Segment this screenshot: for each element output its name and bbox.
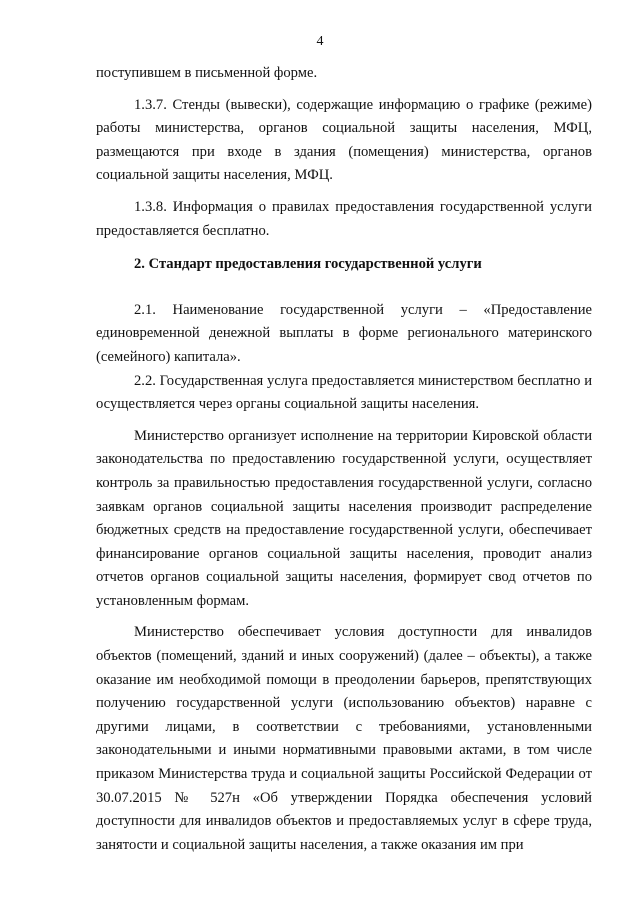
paragraph-continuation: поступившем в письменной форме. [96,65,318,81]
paragraph-1-3-7: 1.3.7. Стенды (вывески), содержащие информацию о графике (режиме) работы министерства, органов социальной защиты населения, МФЦ, размещаются при входе в здания (помещения) министерства, органов социальной защиты населения, МФЦ. [96,96,592,184]
section-heading: 2. Стандарт предоставления государственной услуги [134,256,482,273]
paragraph-ministry-organizes: Министерство организует исполнение на территории Кировской области законодательства по предоставлению государственной услуги, осуществляет контроль за правильностью предоставления государственной услуги, согласно заявкам органов социальной защиты населения производит распределение бюджетных средств на предоставление государственной услуги, обеспечивает финансирование органов социальной защиты населения, проводит анализ отчетов органов социальной защиты населения, формирует свод отчетов по установленным формам. [96,427,592,609]
paragraph-1-3-8: 1.3.8. Информация о правилах предоставления государственной услуги предоставляется бесплатно. [96,198,592,239]
page-number: 4 [316,34,324,49]
document-body [96,62,592,857]
paragraph-2-1: 2.1. Наименование государственной услуги – «Предоставление единовременной денежной выплаты в форме регионального материнского (семейного) капитала». [96,301,592,365]
paragraph-ministry-accessibility: Министерство обеспечивает условия доступности для инвалидов объектов (помещений, зданий и иных сооружений) (далее – объекты), а также оказание им необходимой помощи в преодолении барьеров, препятствующих получению государственной услуги (использованию объектов) наравне с другими лицами, в соответствии с требованиями, установленными законодательными и иными нормативными правовыми актами, в том числе приказом Министерства труда и социальной защиты Российской Федерации от 30.07.2015 № 527н «Об утверждении Порядка обеспечения условий доступности для инвалидов объектов и предоставляемых услуг в сфере труда, занятости и социальной защиты населения, а также оказания им при [96,624,592,853]
paragraph-2-2: 2.2. Государственная услуга предоставляется министерством бесплатно и осуществляется через органы социальной защиты населения. [96,372,592,413]
